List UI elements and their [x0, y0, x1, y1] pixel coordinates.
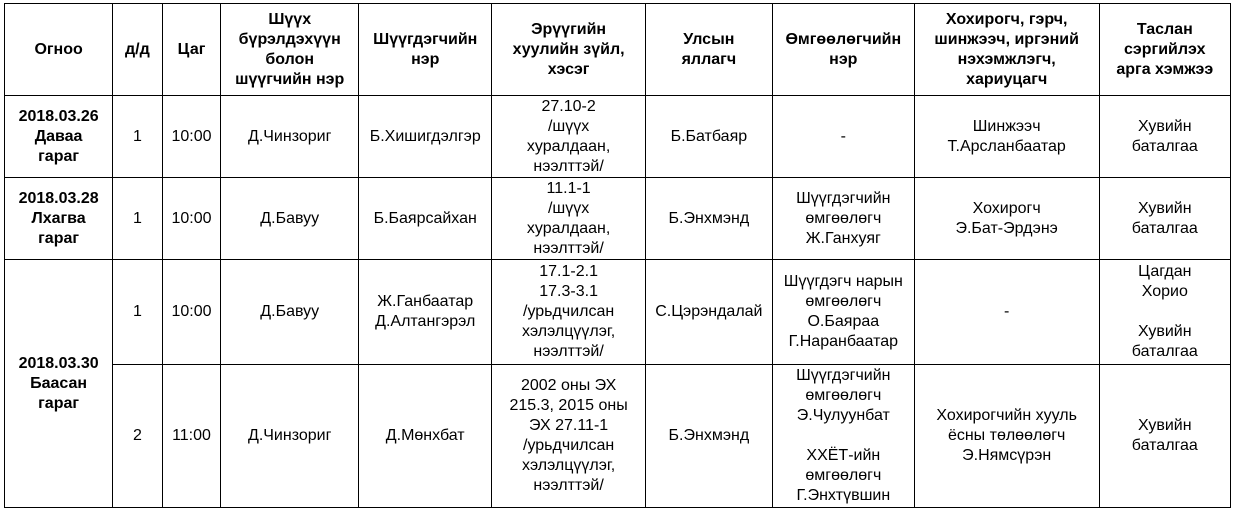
cell-defendant: Д.Мөнхбат — [359, 365, 492, 508]
cell-number: 1 — [113, 178, 162, 260]
cell-date: 2018.03.28 Лхагва гараг — [5, 178, 113, 260]
cell-lawyer: - — [772, 96, 914, 178]
table-row — [5, 260, 1231, 365]
table-row — [5, 178, 1231, 260]
cell-number: 1 — [113, 96, 162, 178]
cell-defendant: Б.Хишигдэлгэр — [359, 96, 492, 178]
cell-law-article: 2002 оны ЭХ 215.3, 2015 оны ЭХ 27.11-1 /урьдчилсан хэлэлцүүлэг, нээлттэй/ — [492, 365, 645, 508]
cell-time: 10:00 — [162, 178, 221, 260]
cell-law-article: 17.1-2.1 17.3-3.1 /урьдчилсан хэлэлцүүлэг, нээлттэй/ — [492, 260, 645, 365]
cell-lawyer: Шүүгдэгч нарын өмгөөлөгч О.Баяраа Г.Наранбаатар — [772, 260, 914, 365]
cell-lawyer: Шүүгдэгчийн өмгөөлөгч Ж.Ганхуяг — [772, 178, 914, 260]
cell-number: 2 — [113, 365, 162, 508]
cell-number: 1 — [113, 260, 162, 365]
cell-prosecutor: Б.Батбаяр — [645, 96, 772, 178]
cell-victim-witness: Хохирогч Э.Бат-Эрдэнэ — [914, 178, 1099, 260]
cell-victim-witness: Шинжээч Т.Арсланбаатар — [914, 96, 1099, 178]
cell-law-article: 11.1-1 /шүүх хуралдаан, нээлттэй/ — [492, 178, 645, 260]
cell-judge: Д.Чинзориг — [221, 365, 359, 508]
cell-judge: Д.Чинзориг — [221, 96, 359, 178]
header-defendant: Шүүгдэгчийн нэр — [359, 4, 492, 96]
cell-preventive-measure: Хувийн баталгаа — [1099, 178, 1230, 260]
header-date: Огноо — [5, 4, 113, 96]
cell-prosecutor: Б.Энхмэнд — [645, 365, 772, 508]
cell-defendant: Ж.Ганбаатар Д.Алтангэрэл — [359, 260, 492, 365]
cell-victim-witness: Хохирогчийн хууль ёсны төлөөлөгч Э.Нямсүрэн — [914, 365, 1099, 508]
cell-lawyer: Шүүгдэгчийн өмгөөлөгч Э.Чулуунбат ХХЁТ-ийн өмгөөлөгч Г.Энхтүвшин — [772, 365, 914, 508]
header-preventive-measure: Таслан сэргийлэх арга хэмжээ — [1099, 4, 1230, 96]
cell-time: 10:00 — [162, 96, 221, 178]
cell-judge: Д.Бавуу — [221, 178, 359, 260]
header-lawyer: Өмгөөлөгчийн нэр — [772, 4, 914, 96]
header-victim-witness: Хохирогч, гэрч, шинжээч, иргэний нэхэмжлэгч, хариуцагч — [914, 4, 1099, 96]
cell-law-article: 27.10-2 /шүүх хуралдаан, нээлттэй/ — [492, 96, 645, 178]
header-time: Цаг — [162, 4, 221, 96]
header-law-article: Эрүүгийн хуулийн зүйл, хэсэг — [492, 4, 645, 96]
cell-preventive-measure: Хувийн баталгаа — [1099, 96, 1230, 178]
table-row — [5, 365, 1231, 508]
cell-preventive-measure: Хувийн баталгаа — [1099, 365, 1230, 508]
cell-date: 2018.03.26 Даваа гараг — [5, 96, 113, 178]
cell-date: 2018.03.30 Баасан гараг — [5, 260, 113, 508]
table-row — [5, 96, 1231, 178]
court-schedule-table — [4, 3, 1231, 508]
cell-defendant: Б.Баярсайхан — [359, 178, 492, 260]
cell-preventive-measure: Цагдан Хорио Хувийн баталгаа — [1099, 260, 1230, 365]
cell-time: 10:00 — [162, 260, 221, 365]
cell-victim-witness: - — [914, 260, 1099, 365]
header-prosecutor: Улсын яллагч — [645, 4, 772, 96]
cell-judge: Д.Бавуу — [221, 260, 359, 365]
header-number: д/д — [113, 4, 162, 96]
header-row — [5, 4, 1231, 96]
header-judge: Шүүх бүрэлдэхүүн болон шүүгчийн нэр — [221, 4, 359, 96]
cell-time: 11:00 — [162, 365, 221, 508]
cell-prosecutor: С.Цэрэндалай — [645, 260, 772, 365]
cell-prosecutor: Б.Энхмэнд — [645, 178, 772, 260]
